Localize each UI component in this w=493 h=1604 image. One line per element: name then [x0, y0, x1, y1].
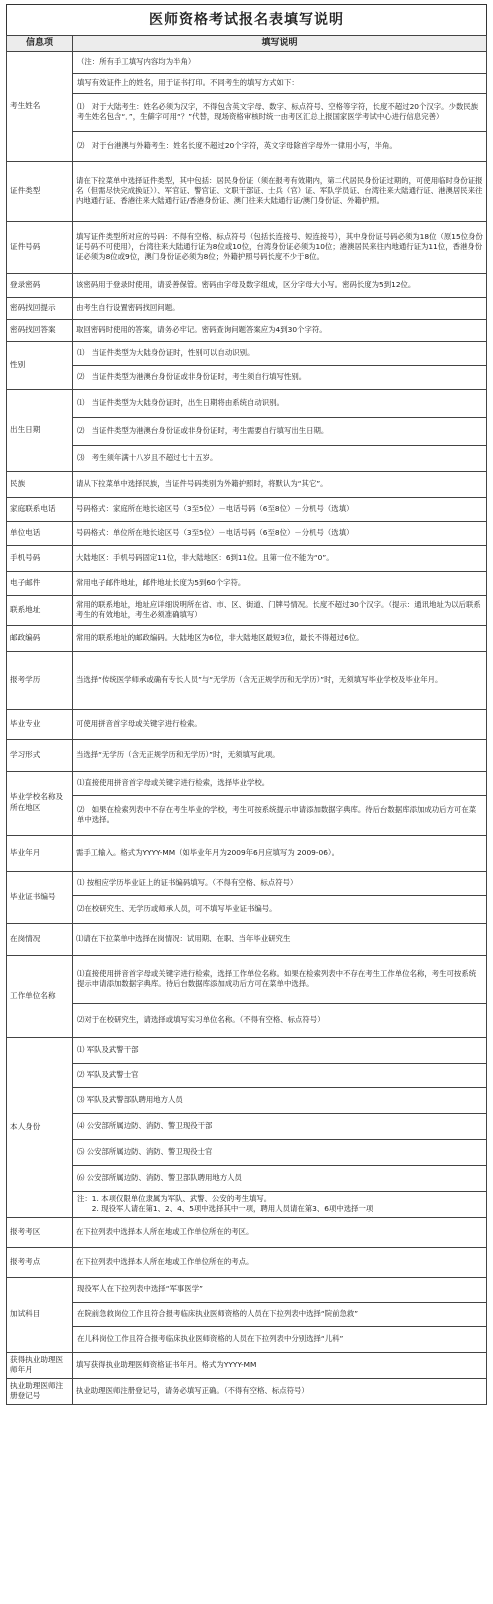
info-item-description: 常用的联系地址，地址应详细说明所在省、市、区、街道、门牌号情况。长度不超过30个汉字。（提示：通讯地址为以后联系考生的有效地址，考生必须准确填写） [73, 595, 487, 625]
info-item-label: 密码找回提示 [7, 297, 73, 319]
table-row [7, 739, 487, 771]
info-item-description: ⑹ 公安部所属边防、消防、警卫部队聘用地方人员 [73, 1165, 487, 1191]
table-row [7, 835, 487, 871]
info-item-description: 当选择“传统医学师承或确有专长人员”与“无学历（含无正规学历和无学历）”时，无须填写毕业学校及毕业年月。 [73, 651, 487, 709]
info-item-description: 填写证件类型所对应的号码：不得有空格、标点符号（包括长连接号、短连接号），其中身份证号码必须为18位（原15位身份证号码不可使用），台湾往来大陆通行证为8位或10位，台湾身份证必须为10位；港澳居民来往内地通行证为11位，香港身份证必须为8位或9位，澳门身份证必须为8位；外籍护照号码长度不少于8位。 [73, 221, 487, 273]
info-item-description: 注：1. 本项仅限单位隶属为军队、武警、公安的考生填写。 2. 现役军人请在第1、2、4、5项中选择其中一项，聘用人员请在第3、6项中选择一项 [73, 1191, 487, 1217]
header-description: 填写说明 [73, 36, 487, 52]
info-item-description: 现役军人在下拉列表中选择“军事医学” [73, 1277, 487, 1302]
info-item-description: 大陆地区：手机号码固定11位，非大陆地区：6到11位。且第一位不能为“0”。 [73, 545, 487, 571]
info-item-label: 本人身份 [7, 1037, 73, 1217]
info-item-description: ⑵ 对于台港澳与外籍考生：姓名长度不超过20个字符，英文字母除首字母外一律用小写，半角。 [73, 131, 487, 161]
info-item-label: 民族 [7, 471, 73, 497]
info-item-description: 当选择“无学历（含无正规学历和无学历）”时，无须填写此项。 [73, 739, 487, 771]
info-item-description: 填写有效证件上的姓名，用于证书打印。不同考生的填写方式如下： [73, 73, 487, 93]
info-item-description: ⑴请在下拉菜单中选择在岗情况：试用期、在职、当年毕业研究生 [73, 923, 487, 955]
info-item-label: 学习形式 [7, 739, 73, 771]
table-row [7, 497, 487, 521]
table-row [7, 389, 487, 417]
info-item-description: ⑴ 按相应学历毕业证上的证书编码填写。（不得有空格、标点符号） [73, 871, 487, 895]
info-item-label: 毕业学校名称及所在地区 [7, 771, 73, 835]
info-item-label: 报考学历 [7, 651, 73, 709]
info-item-description: 常用的联系地址的邮政编码。大陆地区为6位，非大陆地区最短3位，最长不得超过6位。 [73, 625, 487, 651]
table-row [7, 1165, 487, 1191]
info-item-description: 可使用拼音首字母或关键字进行检索。 [73, 709, 487, 739]
table-row [7, 625, 487, 651]
table-row [7, 771, 487, 795]
table-row [7, 1139, 487, 1165]
info-item-description: 执业助理医师注册登记号，请务必填写正确。（不得有空格、标点符号） [73, 1378, 487, 1404]
info-item-description: ⑸ 公安部所属边防、消防、警卫现役士官 [73, 1139, 487, 1165]
info-item-description: 在下拉列表中选择本人所在地或工作单位所在的考区。 [73, 1217, 487, 1247]
info-item-label: 加试科目 [7, 1277, 73, 1352]
table-row [7, 1087, 487, 1113]
info-item-label: 报考考区 [7, 1217, 73, 1247]
table-row [7, 1378, 487, 1404]
table-row [7, 365, 487, 389]
info-item-label: 联系地址 [7, 595, 73, 625]
info-item-description: ⑴直接使用拼音首字母或关键字进行检索，选择毕业学校。 [73, 771, 487, 795]
info-item-label: 工作单位名称 [7, 955, 73, 1037]
table-row [7, 1003, 487, 1037]
info-item-description: ⑵ 军队及武警士官 [73, 1063, 487, 1087]
table-row [7, 923, 487, 955]
document-title: 医师资格考试报名表填写说明 [6, 4, 487, 35]
info-item-description: 常用电子邮件地址，邮件地址长度为5到60个字符。 [73, 571, 487, 595]
table-row [7, 1037, 487, 1063]
info-item-description: ⑵ 如果在检索列表中不存在考生毕业的学校，考生可按系统提示申请添加数据字典库。待后台数据库添加成功后方可在菜单中选择。 [73, 795, 487, 835]
info-item-description: ⑵ 当证件类型为港澳台身份证或非身份证时，考生须自行填写性别。 [73, 365, 487, 389]
table-row [7, 545, 487, 571]
info-item-description: ⑴直接使用拼音首字母或关键字进行检索，选择工作单位名称。如果在检索列表中不存在考生工作单位名称，考生可按系统提示申请添加数据字典库。待后台数据库添加成功后方可在菜单中选择。 [73, 955, 487, 1003]
table-header-row [7, 36, 487, 52]
info-item-label: 电子邮件 [7, 571, 73, 595]
info-item-description: 在院前急救岗位工作且符合报考临床执业医师资格的人员在下拉列表中选择“院前急救” [73, 1302, 487, 1326]
table-row [7, 471, 487, 497]
info-item-label: 证件类型 [7, 161, 73, 221]
info-item-description: ⑵对于在校研究生，请选择或填写实习单位名称。（不得有空格、标点符号） [73, 1003, 487, 1037]
table-row [7, 297, 487, 319]
info-item-label: 毕业年月 [7, 835, 73, 871]
info-item-label: 在岗情况 [7, 923, 73, 955]
info-item-description: 由考生自行设置密码找回问题。 [73, 297, 487, 319]
table-row [7, 1302, 487, 1326]
info-item-label: 登录密码 [7, 273, 73, 297]
info-item-description: ⑶ 军队及武警部队聘用地方人员 [73, 1087, 487, 1113]
table-row [7, 1326, 487, 1352]
info-item-description: 号码格式：单位所在地长途区号（3至5位）－电话号码（6至8位）－分机号（选填） [73, 521, 487, 545]
table-row [7, 1277, 487, 1302]
table-row [7, 1217, 487, 1247]
table-row [7, 1247, 487, 1277]
table-row [7, 417, 487, 445]
document-page [6, 4, 487, 1405]
info-item-label: 单位电话 [7, 521, 73, 545]
info-item-description: 请在下拉菜单中选择证件类型，其中包括：居民身份证（须在报考有效期内，第二代居民身份证过期的，可使用临时身份证报名（但需尽快完成换证））、军官证、警官证、文职干部证、士兵（官）证、军队学员证、台湾往来大陆通行证、港澳居民来往内地通行证、香港往来大陆通行证/香港身份证、澳门往来大陆通行证/澳门身份证、外籍护照。 [73, 161, 487, 221]
table-row [7, 131, 487, 161]
table-row [7, 871, 487, 895]
table-row [7, 445, 487, 471]
info-item-label: 性别 [7, 341, 73, 389]
info-item-label: 手机号码 [7, 545, 73, 571]
table-row [7, 1191, 487, 1217]
table-row [7, 51, 487, 73]
info-item-label: 报考考点 [7, 1247, 73, 1277]
info-item-description: ⑶ 考生须年满十八岁且不超过七十五岁。 [73, 445, 487, 471]
info-item-description: 需手工输入。格式为YYYY-MM（如毕业年月为2009年6月应填写为 2009-06）。 [73, 835, 487, 871]
info-item-label: 证件号码 [7, 221, 73, 273]
table-row [7, 571, 487, 595]
info-item-label: 家庭联系电话 [7, 497, 73, 521]
table-row [7, 709, 487, 739]
info-item-description: ⑵ 当证件类型为港澳台身份证或非身份证时，考生需要自行填写出生日期。 [73, 417, 487, 445]
info-item-label: 出生日期 [7, 389, 73, 471]
table-row [7, 319, 487, 341]
table-row [7, 161, 487, 221]
table-row [7, 93, 487, 131]
table-row [7, 1063, 487, 1087]
table-row [7, 273, 487, 297]
info-item-label: 毕业证书编号 [7, 871, 73, 923]
info-item-description: 填写获得执业助理医师资格证书年月。格式为YYYY-MM [73, 1352, 487, 1378]
table-row [7, 521, 487, 545]
info-item-description: 在下拉列表中选择本人所在地或工作单位所在的考点。 [73, 1247, 487, 1277]
instructions-table [6, 35, 487, 1405]
info-item-description: 请从下拉菜单中选择民族，当证件号码类别为外籍护照时，将默认为“其它”。 [73, 471, 487, 497]
table-row [7, 795, 487, 835]
info-item-description: 在儿科岗位工作且符合报考临床执业医师资格的人员在下拉列表中分别选择“儿科” [73, 1326, 487, 1352]
table-row [7, 341, 487, 365]
table-row [7, 1113, 487, 1139]
header-item: 信息项 [7, 36, 73, 52]
info-item-label: 考生姓名 [7, 51, 73, 161]
info-item-description: ⑴ 军队及武警干部 [73, 1037, 487, 1063]
info-item-description: （注：所有手工填写内容均为半角） [73, 51, 487, 73]
info-item-label: 获得执业助理医师年月 [7, 1352, 73, 1378]
info-item-label: 密码找回答案 [7, 319, 73, 341]
info-item-description: ⑴ 对于大陆考生：姓名必须为汉字，不得包含英文字母、数字、标点符号、空格等字符，长度不超过20个汉字。少数民族考生姓名包含“．”，生僻字可用“？”代替，现场资格审核时统一由考区汇总上报国家医学考试中心进行信息完善） [73, 93, 487, 131]
table-row [7, 221, 487, 273]
info-item-label: 执业助理医师注册登记号 [7, 1378, 73, 1404]
info-item-description: 该密码用于登录时使用，请妥善保管。密码由字母及数字组成，区分字母大小写。密码长度为5到12位。 [73, 273, 487, 297]
table-row [7, 595, 487, 625]
info-item-label: 邮政编码 [7, 625, 73, 651]
info-item-label: 毕业专业 [7, 709, 73, 739]
table-row [7, 1352, 487, 1378]
table-row [7, 895, 487, 923]
table-row [7, 73, 487, 93]
info-item-description: 取回密码时使用的答案，请务必牢记。密码查询问题答案应为4到30个字符。 [73, 319, 487, 341]
info-item-description: ⑵在校研究生、无学历或师承人员，可不填写毕业证书编号。 [73, 895, 487, 923]
info-item-description: ⑴ 当证件类型为大陆身份证时，出生日期将由系统自动识别。 [73, 389, 487, 417]
table-row [7, 955, 487, 1003]
info-item-description: ⑴ 当证件类型为大陆身份证时，性别可以自动识别。 [73, 341, 487, 365]
info-item-description: ⑷ 公安部所属边防、消防、警卫现役干部 [73, 1113, 487, 1139]
table-row [7, 651, 487, 709]
info-item-description: 号码格式：家庭所在地长途区号（3至5位）－电话号码（6至8位）－分机号（选填） [73, 497, 487, 521]
